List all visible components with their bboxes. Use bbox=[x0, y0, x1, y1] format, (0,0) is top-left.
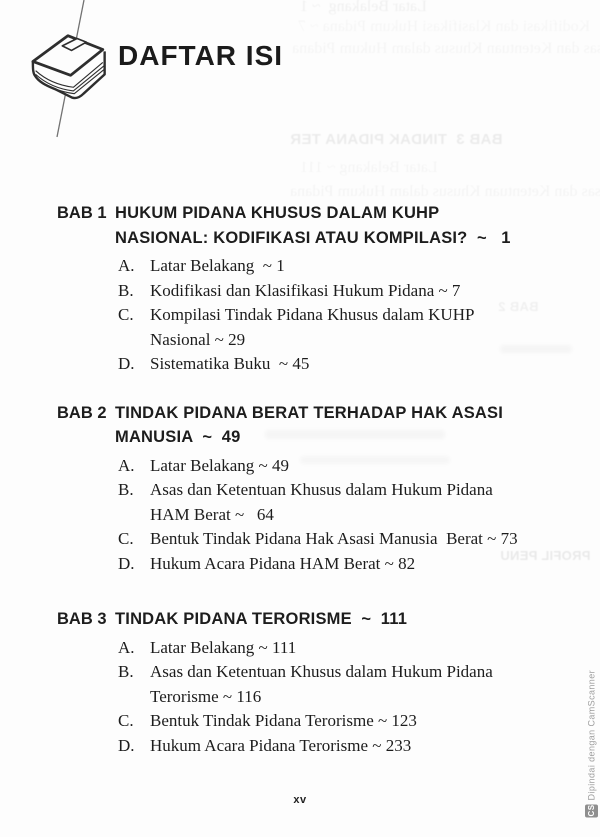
item-text: Sistematika Buku ~ 45 bbox=[150, 354, 310, 373]
item-text: Hukum Acara Pidana HAM Berat ~ 82 bbox=[150, 553, 416, 573]
item-text: HAM Berat ~ 64 bbox=[150, 504, 274, 524]
chapter-bab-3 bbox=[57, 607, 577, 758]
item-letter: B. bbox=[118, 662, 134, 681]
chapter-heading-line: TINDAK PIDANA BERAT TERHADAP HAK ASASI bbox=[115, 403, 504, 422]
toc-item bbox=[118, 352, 577, 377]
toc-item bbox=[118, 527, 577, 552]
chapter-heading-line: HUKUM PIDANA KHUSUS DALAM KUHP bbox=[115, 204, 440, 222]
ghost-text bbox=[300, 159, 438, 177]
chapter-heading-line: TINDAK PIDANA TERORISME ~ 111 bbox=[115, 610, 408, 628]
item-letter: D. bbox=[118, 553, 135, 573]
item-letter: A. bbox=[118, 455, 135, 475]
ghost-text bbox=[290, 183, 600, 201]
chapter-label: BAB 1 bbox=[57, 204, 107, 222]
toc-item bbox=[118, 454, 577, 479]
page-number: xv bbox=[293, 794, 307, 806]
camscanner-credit-text: Dipindai dengan CamScanner bbox=[586, 669, 597, 800]
item-text: Asas dan Ketentuan Khusus dalam Hukum Pidana bbox=[150, 662, 493, 681]
book-icon bbox=[20, 24, 112, 110]
chapter-bab-2 bbox=[57, 401, 577, 577]
page-title: DAFTAR ISI bbox=[118, 40, 284, 71]
item-text: Bentuk Tindak Pidana Terorisme ~ 123 bbox=[150, 711, 417, 730]
toc-item bbox=[118, 660, 577, 709]
item-letter: A. bbox=[118, 256, 135, 275]
item-text: Terorisme ~ 116 bbox=[150, 686, 262, 706]
toc-item bbox=[118, 636, 577, 661]
item-letter: C. bbox=[118, 711, 134, 730]
item-letter: D. bbox=[118, 735, 135, 755]
ghost-text bbox=[298, 18, 590, 36]
item-letter: C. bbox=[118, 305, 134, 324]
chapter-heading-line: MANUSIA ~ 49 bbox=[115, 428, 241, 446]
chapter-label: BAB 3 bbox=[57, 610, 107, 628]
chapter-bab-1 bbox=[57, 201, 577, 377]
toc-item bbox=[118, 734, 577, 759]
item-letter: C. bbox=[118, 529, 134, 548]
chapter-label: BAB 2 bbox=[57, 403, 107, 422]
item-text: Asas dan Ketentuan Khusus dalam Hukum Pidana bbox=[150, 480, 493, 499]
ghost-text: BAB 3 TINDAK PIDANA TER bbox=[290, 131, 503, 148]
ghost-text bbox=[292, 40, 600, 58]
chapter-heading-line: NASIONAL: KODIFIKASI ATAU KOMPILASI? ~ 1 bbox=[115, 228, 511, 247]
toc-item bbox=[118, 254, 577, 279]
item-letter: B. bbox=[118, 480, 134, 499]
camscanner-logo-icon: CS bbox=[587, 804, 596, 817]
table-of-contents bbox=[57, 201, 577, 758]
item-letter: B. bbox=[118, 280, 134, 300]
item-text: Kompilasi Tindak Pidana Khusus dalam KUHP bbox=[150, 305, 475, 324]
toc-item bbox=[118, 303, 577, 352]
ghost-text: PROFIL PENU bbox=[500, 548, 591, 563]
item-letter: D. bbox=[118, 354, 135, 373]
item-text: Latar Belakang ~ 1 bbox=[150, 256, 285, 275]
item-text: Bentuk Tindak Pidana Hak Asasi Manusia Berat ~ 73 bbox=[150, 529, 518, 548]
item-text: Latar Belakang ~ 49 bbox=[150, 455, 290, 475]
item-text: Hukum Acara Pidana Terorisme ~ 233 bbox=[150, 735, 412, 755]
item-text: Nasional ~ 29 bbox=[150, 329, 246, 349]
toc-item bbox=[118, 279, 577, 304]
ghost-text: Latar Belakang ~ 1 bbox=[300, 0, 427, 15]
ghost-text: BAB 2 bbox=[498, 299, 539, 314]
toc-item bbox=[118, 709, 577, 734]
item-text: Latar Belakang ~ 111 bbox=[150, 637, 297, 657]
toc-item bbox=[118, 552, 577, 577]
toc-item bbox=[118, 478, 577, 527]
item-letter: A. bbox=[118, 637, 135, 657]
item-text: Kodifikasi dan Klasifikasi Hukum Pidana ~ 7 bbox=[150, 280, 461, 300]
camscanner-watermark bbox=[585, 670, 598, 821]
